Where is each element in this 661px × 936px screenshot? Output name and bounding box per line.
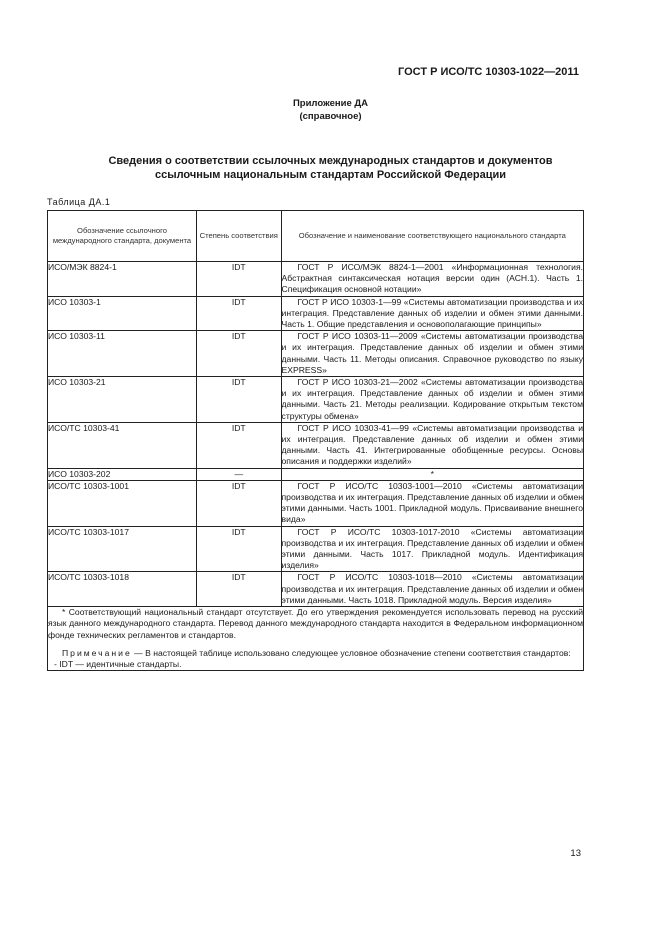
table-footer-row <box>48 607 584 671</box>
table-footer <box>48 607 584 671</box>
cell-national: * <box>281 468 583 480</box>
table-label: Таблица ДА.1 <box>47 197 111 207</box>
cell-reference: ИСО/ТС 10303-1001 <box>48 480 197 526</box>
footnote: * Соответствующий национальный стандарт отсутствует. До его утверждения рекомендуется использовать перевод на русский язык данного международного стандарта. Перевод данного международного стандарта находится в Федеральном информационном фонде технических регламентов и стандартов. <box>48 607 583 640</box>
cell-national: ГОСТ Р ИСО/ТС 10303-1017-2010 «Системы автоматизации производства и их интеграция. Представление данных об изделии и обмен этими данными. Часть 1017. Прикладной модуль. Идентификация изделия» <box>281 526 583 571</box>
cell-national: ГОСТ Р ИСО/ТС 10303-1001—2010 «Системы автоматизации производства и их интеграция. Представление данных об изделии и обмен этими данными. Часть 1001. Прикладной модуль. Присваивание внешнего вида» <box>281 480 583 525</box>
cell-reference: ИСО 10303-1 <box>48 296 197 331</box>
table-row <box>48 468 584 480</box>
correspondence-table <box>47 210 584 671</box>
cell-reference: ИСО/ТС 10303-1017 <box>48 526 197 572</box>
page-number: 13 <box>570 848 581 859</box>
note-text: — В настоящей таблице использовано следующее условное обозначение степени соответствия стандартов: <box>131 647 571 658</box>
cell-national: ГОСТ Р ИСО/МЭК 8824-1—2001 «Информационная технология. Абстрактная синтаксическая нотация версии один (АСН.1). Часть 1. Спецификация основной нотации» <box>281 262 583 295</box>
table-row <box>48 377 584 423</box>
table-row <box>48 526 584 572</box>
table-row <box>48 572 584 607</box>
annex-title: Приложение ДА <box>292 98 369 109</box>
note-item: - IDT — идентичные стандарты. <box>54 658 182 669</box>
note-label: Примечание <box>62 647 132 658</box>
cell-degree: — <box>196 468 281 480</box>
cell-degree: IDT <box>196 262 281 297</box>
column-header-reference: Обозначение ссылочного международного стандарта, документа <box>48 211 197 262</box>
column-header-national: Обозначение и наименование соответствующего национального стандарта <box>281 211 583 262</box>
annex-subtitle: (справочное) <box>299 111 362 122</box>
document-code: ГОСТ Р ИСО/ТС 10303-1022—2011 <box>398 66 579 78</box>
cell-reference: ИСО/МЭК 8824-1 <box>48 262 197 297</box>
cell-national: ГОСТ Р ИСО 10303-11—2009 «Системы автоматизации производства и их интеграция. Представление данных об изделии и обмен этими данными. Часть 11. Методы описания. Справочное руководство по языку EXPRESS» <box>281 331 583 375</box>
table-row <box>48 296 584 331</box>
cell-degree: IDT <box>196 377 281 423</box>
cell-degree: IDT <box>196 572 281 607</box>
table-row <box>48 331 584 377</box>
section-heading <box>0 154 661 182</box>
cell-reference: ИСО/ТС 10303-41 <box>48 422 197 468</box>
table-header-row <box>48 211 584 262</box>
cell-degree: IDT <box>196 422 281 468</box>
section-heading-line-2: ссылочным национальным стандартам Российской Федерации <box>154 169 507 181</box>
cell-degree: IDT <box>196 296 281 331</box>
table-row <box>48 422 584 468</box>
cell-reference: ИСО 10303-11 <box>48 331 197 377</box>
annex-heading <box>0 97 661 123</box>
column-header-degree: Степень соответствия <box>196 211 281 262</box>
cell-national: ГОСТ Р ИСО/ТС 10303-1018—2010 «Системы автоматизации производства и их интеграция. Представление данных об изделии и обмен этими данными. Часть 1018. Прикладной модуль. Версия изделия» <box>281 572 583 605</box>
cell-reference: ИСО/ТС 10303-1018 <box>48 572 197 607</box>
table-row <box>48 480 584 526</box>
cell-degree: IDT <box>196 480 281 526</box>
table-row <box>48 262 584 297</box>
cell-national: ГОСТ Р ИСО 10303-1—99 «Системы автоматизации производства и их интеграция. Представление данных об изделии и обмен этими данными. Часть 1. Общие представления и основополагающие принципы» <box>281 296 583 330</box>
cell-reference: ИСО 10303-202 <box>48 468 197 480</box>
cell-national: ГОСТ Р ИСО 10303-41—99 «Системы автоматизации производства и их интеграция. Представление данных об изделии и обмен этими данными. Часть 41. Интегрированные обобщенные ресурсы. Основы описания и поддержки изделий» <box>281 422 583 467</box>
cell-degree: IDT <box>196 331 281 377</box>
section-heading-line-1: Сведения о соответствии ссылочных международных стандартов и документов <box>108 155 553 167</box>
note <box>48 648 583 659</box>
cell-degree: IDT <box>196 526 281 572</box>
cell-national: ГОСТ Р ИСО 10303-21—2002 «Системы автоматизации производства и их интеграция. Представление данных об изделии и обмен этими данными. Часть 21. Методы реализации. Кодирование открытым текстом структуры обмена» <box>281 377 583 421</box>
cell-reference: ИСО 10303-21 <box>48 377 197 423</box>
